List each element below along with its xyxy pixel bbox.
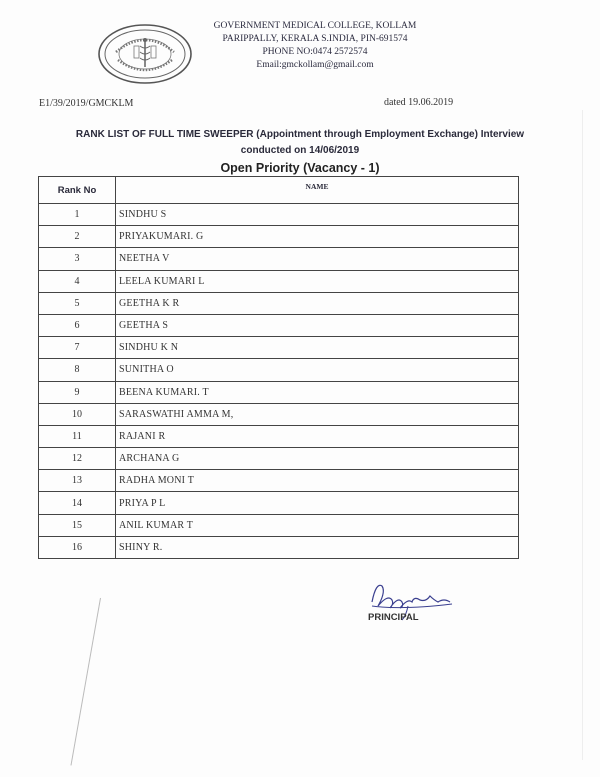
rank-no-header: Rank No (39, 177, 116, 204)
rank-number-cell: 11 (39, 425, 116, 447)
rank-number-cell: 14 (39, 492, 116, 514)
candidate-name-cell: NEETHA V (116, 248, 519, 270)
candidate-name-cell: BEENA KUMARI. T (116, 381, 519, 403)
candidate-name-cell: GEETHA K R (116, 292, 519, 314)
rank-number-cell: 13 (39, 470, 116, 492)
scan-artifact-edge (582, 110, 583, 760)
candidate-name-cell: SARASWATHI AMMA M, (116, 403, 519, 425)
rank-number-cell: 10 (39, 403, 116, 425)
table-row (39, 381, 519, 403)
letterhead-phone: PHONE NO:0474 2572574 (262, 47, 368, 57)
table-header-row (39, 177, 519, 204)
rank-list-body (39, 204, 519, 559)
table-row (39, 204, 519, 226)
name-header: NAME (116, 177, 519, 204)
candidate-name-cell: SINDHU K N (116, 337, 519, 359)
table-row (39, 492, 519, 514)
candidate-name-cell: SUNITHA O (116, 359, 519, 381)
candidate-name-cell: LEELA KUMARI L (116, 270, 519, 292)
table-row (39, 403, 519, 425)
rank-number-cell: 12 (39, 448, 116, 470)
letterhead-college-name: GOVERNMENT MEDICAL COLLEGE, KOLLAM (213, 21, 417, 31)
college-seal-logo (96, 22, 194, 86)
rank-number-cell: 6 (39, 314, 116, 336)
document-date: dated 19.06.2019 (384, 97, 454, 108)
rank-number-cell: 1 (39, 204, 116, 226)
letterhead (210, 20, 420, 72)
rank-number-cell: 7 (39, 337, 116, 359)
table-row (39, 292, 519, 314)
table-row (39, 270, 519, 292)
candidate-name-cell: ARCHANA G (116, 448, 519, 470)
document-title-line2: conducted on 14/06/2019 (240, 145, 360, 156)
table-row (39, 226, 519, 248)
table-row (39, 314, 519, 336)
candidate-name-cell: ANIL KUMAR T (116, 514, 519, 536)
rank-number-cell: 4 (39, 270, 116, 292)
rank-number-cell: 9 (39, 381, 116, 403)
rank-list-table (38, 176, 519, 559)
rank-number-cell: 16 (39, 536, 116, 558)
table-row (39, 337, 519, 359)
table-row (39, 536, 519, 558)
rank-number-cell: 2 (39, 226, 116, 248)
rank-number-cell: 15 (39, 514, 116, 536)
rank-number-cell: 8 (39, 359, 116, 381)
reference-number: E1/39/2019/GMCKLM (39, 98, 134, 109)
candidate-name-cell: RADHA MONI T (116, 470, 519, 492)
candidate-name-cell: RAJANI R (116, 425, 519, 447)
rank-number-cell: 5 (39, 292, 116, 314)
candidate-name-cell: GEETHA S (116, 314, 519, 336)
document-title (40, 127, 560, 159)
principal-title: PRINCIPAL (368, 612, 419, 623)
priority-subtitle: Open Priority (Vacancy - 1) (220, 161, 380, 175)
candidate-name-cell: SINDHU S (116, 204, 519, 226)
rank-number-cell: 3 (39, 248, 116, 270)
table-row (39, 470, 519, 492)
table-row (39, 514, 519, 536)
candidate-name-cell: PRIYA P L (116, 492, 519, 514)
candidate-name-cell: PRIYAKUMARI. G (116, 226, 519, 248)
table-row (39, 425, 519, 447)
table-row (39, 448, 519, 470)
candidate-name-cell: SHINY R. (116, 536, 519, 558)
document-title-line1: RANK LIST OF FULL TIME SWEEPER (Appointment through Employment Exchange) Interview (75, 129, 525, 140)
table-row (39, 248, 519, 270)
scan-artifact-line (70, 598, 101, 766)
letterhead-address: PARIPPALLY, KERALA S.INDIA, PIN-691574 (222, 34, 408, 44)
letterhead-email: Email:gmckollam@gmail.com (256, 60, 374, 70)
table-row (39, 359, 519, 381)
